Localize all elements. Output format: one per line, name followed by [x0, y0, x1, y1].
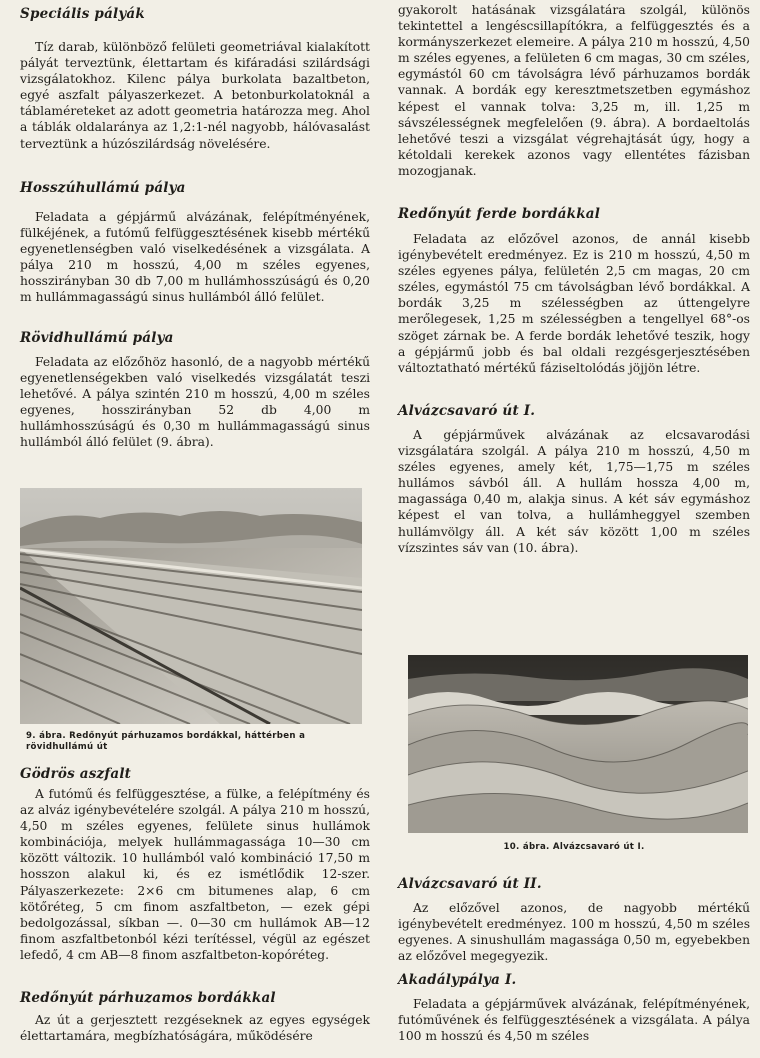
heading-parallel-ribs: Redőnyút párhuzamos bordákkal: [20, 990, 276, 1006]
paragraph-pothole-asphalt: A futómű és felfüggesztése, a fülke, a felépítmény és az alváz igénybevételére szolgál. A pálya 210 m hosszú, 4,50 m széles egyenes, felülete sinus hullámok kombinációja, melyek hullámmagassága 10—30 cm között változik. 10 hullámból való kombináció 17,50 m hosszon alakul ki, és ez ismétlődik 12-szer. Pályaszerkezete: 2×6 cm bitumenes alap, 6 cm kötőréteg, 5 cm finom aszfaltbeton, — ezek gépi bedolgozással, síkban —. 0—30 cm hullámok AB—12 finom aszfaltbetonból kézi terítéssel, végül az egészet lefedő, 4 cm AB—8 finom aszfaltbeton-kopóréteg.: [20, 787, 370, 962]
figure-9-photo: [20, 488, 362, 724]
heading-short-wave-track: Rövidhullámú pálya: [20, 330, 174, 346]
heading-pothole-asphalt: Gödrös aszfalt: [20, 766, 132, 782]
figure-9-caption: 9. ábra. Redőnyút párhuzamos bordákkal, háttérben a rövidhullámú út: [26, 731, 306, 752]
paragraph-parallel-ribs: Az út a gerjesztett rezgéseknek az egyes egységek élettartamára, megbízhatóságára, működésére: [20, 1013, 370, 1044]
paragraph-torsion-track-1: A gépjárművek alvázának az elcsavarodási vizsgálatára szolgál. A pálya 210 m hosszú, 4,50 m széles egyenes, amely két, 1,75—1,75 m széles hullámos sávból áll. A hullám hossza 4,00 m, magassága 0,40 m, alakja sinus. A két sáv egymáshoz képest el van tolva, a hullámheggyel szemben hullámvölgy áll. A két sáv között 1,00 m széles vízszintes sáv van (10. ábra).: [398, 428, 750, 555]
heading-long-wave-track: Hosszúhullámú pálya: [20, 180, 186, 196]
figure-10-caption: 10. ábra. Alvázcsavaró út I.: [503, 842, 645, 852]
figure-10-photo: [408, 655, 748, 833]
paragraph-special-tracks: Tíz darab, különböző felületi geometriával kialakított pályát terveztünk, élettartam és kifáradási szilárdsági vizsgálatokhoz. Kilenc pálya burkolata bazaltbeton, egyé aszfalt pályaszerkezet. A betonburkolatoknál a táblaméreteket az adott geometria határozza meg. Ahol a táblák oldalaránya az 1,2:1-nél nagyobb, hálóvasalást terveztünk a húzószilárdság növelésére.: [20, 40, 370, 151]
heading-obstacle-track-1: Akadálypálya I.: [398, 972, 517, 988]
heading-slanted-ribs: Redőnyút ferde bordákkal: [398, 206, 601, 222]
heading-torsion-track-1: Alvázcsavaró út I.: [398, 403, 536, 419]
paragraph-torsion-track-2: Az előzővel azonos, de nagyobb mértékű igénybevételt eredményez. 100 m hosszú, 4,50 m széles egyenes. A sinushullám magassága 0,50 m, egyebekben az előzővel megegyezik.: [398, 901, 750, 964]
paragraph-obstacle-track-1: Feladata a gépjárművek alvázának, felépítményének, futóművének és felfüggesztésének a vizsgálata. A pálya 100 m hosszú és 4,50 m széles: [398, 997, 750, 1044]
paragraph-parallel-ribs-continued: gyakorolt hatásának vizsgálatára szolgál, különös tekintettel a lengéscsillapítókra, a felfüggesztés és a kormányszerkezet elemeire. A pálya 210 m hosszú, 4,50 m széles egyenes, a felületen 6 cm magas, 30 cm széles, egymástól 60 cm távolságra lévő párhuzamos bordák vannak. A bordák egy keresztmetszetben egymáshoz képest el vannak tolva: 3,25 m, ill. 1,25 m sávszélességnek megfelelően (9. ábra). A bordaeltolás lehetővé teszi a vizsgálat végrehajtását úgy, hogy a kétoldali kerekek azonos vagy ellentétes fázisban mozogjanak.: [398, 3, 750, 178]
paragraph-slanted-ribs: Feladata az előzővel azonos, de annál kisebb igénybevételt eredményez. Ez is 210 m hosszú, 4,50 m széles egyenes pálya, felületén 2,5 cm magas, 20 cm széles, egymástól 75 cm távolságban lévő bordákkal. A bordák 3,25 m szélességben az úttengelyre merőlegesek, 1,25 m szélességben a tengellyel 68°-os szöget zárnak be. A ferde bordák lehetővé teszik, hogy a gépjármű jobb és bal oldali rezgésgerjesztésében változtatható mértékű fáziseltolódás jöjjön létre.: [398, 232, 750, 375]
heading-special-tracks: Speciális pályák: [20, 6, 145, 22]
photo-wavy-torsion-track-icon: [408, 655, 748, 833]
heading-torsion-track-2: Alvázcsavaró út II.: [398, 876, 542, 892]
photo-ribbed-test-track-icon: [20, 488, 362, 724]
paragraph-long-wave-track: Feladata a gépjármű alvázának, felépítményének, fülkéjének, a futómű felfüggesztésének kisebb mértékű egyenetlenségben való viselkedésének a vizsgálata. A pálya 210 m hosszú, 4,00 m széles egyenes, hosszirányban 30 db 7,00 m hullámhosszúságú és 0,20 m hullámmagasságú sinus hullámból álló felület.: [20, 210, 370, 305]
paragraph-short-wave-track: Feladata az előzőhöz hasonló, de a nagyobb mértékű egyenetlenségekben való viselkedés vizsgálatát teszi lehetővé. A pálya szintén 210 m hosszú, 4,00 m széles egyenes, hosszirányban 52 db 4,00 m hullámhosszúságú és 0,30 m hullámmagasságú sinus hullámból álló felület (9. ábra).: [20, 355, 370, 450]
